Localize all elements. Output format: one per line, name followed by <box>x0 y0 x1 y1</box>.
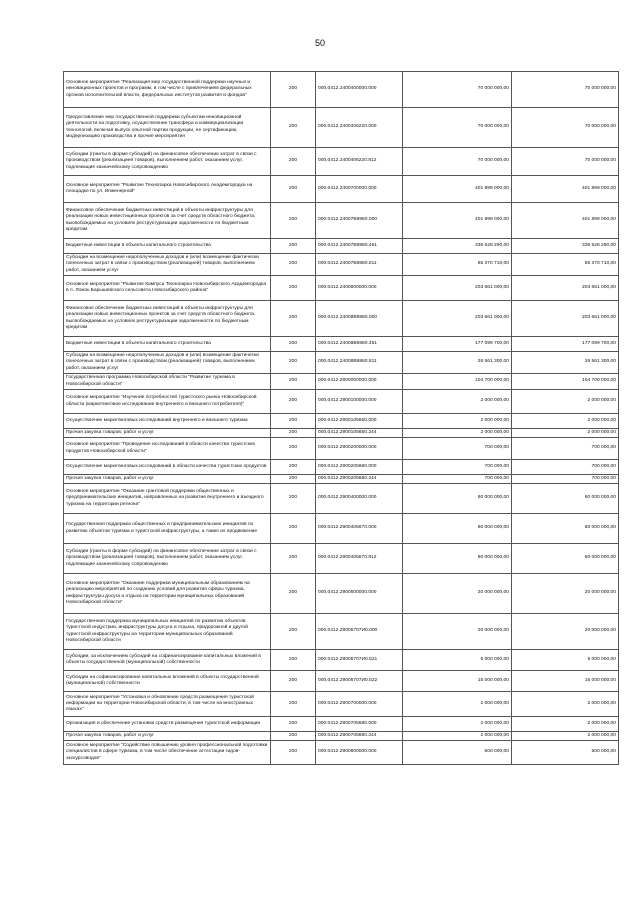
row-grbs-cell: 200 <box>271 176 316 203</box>
row-code-cell: 000.0412.2400406220.000 <box>316 108 403 148</box>
row-amount-total-cell: 2 000 000,00 <box>512 692 619 717</box>
row-name-cell: Государственная программа Новосибирской области "Развитие туризма в Новосибирской области" <box>64 374 271 390</box>
row-name-cell: Государственная поддержка муниципальных инициатив по развитию объектов туристской индустрии, инфраструктуры досуга и отдыха, придорожной и другой туристской инфраструктуры на территории муниципальных образований Новосибирской области <box>64 614 271 650</box>
row-amount-total-cell: 177 099 700,00 <box>512 337 619 352</box>
row-name-cell: Основное мероприятие "Изучение потребностей туристского рынка Новосибирской области (маркетинговое исследование внутреннего и внешнего потребителя)" <box>64 390 271 414</box>
row-amount-total-cell: 70 000 000,00 <box>512 72 619 108</box>
table-row <box>64 239 619 254</box>
row-amount-cell: 500 000,00 <box>403 741 512 765</box>
row-code-cell: 000.0412.24007В9860.451 <box>316 239 403 254</box>
table-row <box>64 352 619 374</box>
row-grbs-cell: 200 <box>271 429 316 438</box>
row-name-cell: Субсидии, за исключением субсидий на софинансирование капитальных вложений в объекты государственной (муниципальной) собственности <box>64 650 271 671</box>
row-amount-cell: 20 000 000,00 <box>403 614 512 650</box>
row-name-cell: Бюджетные инвестиции в объекты капитального строительства <box>64 239 271 254</box>
row-grbs-cell: 200 <box>271 544 316 574</box>
row-name-cell: Финансовое обеспечение бюджетных инвестиций в объекты инфраструктуры для реализации новых инвестиционных проектов за счет средств областного бюджета, высвобождаемых на условиях реструктуризации задолженности по бюджетным кредитам <box>64 203 271 239</box>
table-row <box>64 574 619 614</box>
page-number: 50 <box>314 38 325 48</box>
row-name-cell: Прочая закупка товаров, работ и услуг <box>64 429 271 438</box>
row-amount-total-cell: 2 000 000,00 <box>512 732 619 741</box>
row-name-cell: Бюджетные инвестиции в объекты капитального строительства <box>64 337 271 352</box>
row-name-cell: Субсидии (гранты в форме субсидий) на финансовое обеспечение затрат в связи с производством (реализацией товаров), выполнением работ, оказанием услуг, подлежащие казначейскому сопровождению <box>64 148 271 176</box>
row-code-cell: 000.0412.2900405670.000 <box>316 514 403 544</box>
budget-table <box>63 71 619 765</box>
row-amount-cell: 700 000,00 <box>403 438 512 460</box>
table-row <box>64 390 619 414</box>
row-grbs-cell: 200 <box>271 574 316 614</box>
row-code-cell: 000.0412.24008В9860.000 <box>316 301 403 337</box>
row-code-cell: 000.0412.2900800000.000 <box>316 741 403 765</box>
row-name-cell: Основное мероприятие "Развитие Кампуса Технопарка Новосибирского Академгородка в п. Ложок Барышевского сельсовета Новосибирского района" <box>64 276 271 301</box>
row-code-cell: 000.0412.2400400000.000 <box>316 72 403 108</box>
table-row <box>64 337 619 352</box>
row-amount-cell: 2 000 000,00 <box>403 732 512 741</box>
row-code-cell: 000.0412.24007В9860.000 <box>316 203 403 239</box>
row-amount-cell: 177 099 700,00 <box>403 337 512 352</box>
row-code-cell: 000.0412.2900705680.000 <box>316 717 403 732</box>
row-amount-cell: 26 561 300,00 <box>403 352 512 374</box>
row-name-cell: Субсидии (гранты в форме субсидий) на финансовое обеспечение затрат в связи с производством (реализацией товаров), выполнением работ, оказанием услуг, подлежащие казначейскому сопровождению <box>64 544 271 574</box>
row-amount-cell: 336 528 290,00 <box>403 239 512 254</box>
row-amount-total-cell: 26 561 300,00 <box>512 352 619 374</box>
row-amount-total-cell: 2 000 000,00 <box>512 390 619 414</box>
table-row <box>64 717 619 732</box>
table-row <box>64 254 619 276</box>
row-name-cell: Осуществление маркетинговых исследований в области качества туристских продуктов <box>64 460 271 475</box>
row-code-cell: 000.0412.29005707И0.521 <box>316 650 403 671</box>
row-amount-cell: 5 000 000,00 <box>403 650 512 671</box>
row-name-cell: Субсидии на софинансирование капитальных вложений в объекты государственной (муниципальной) собственности <box>64 671 271 692</box>
row-amount-cell: 2 000 000,00 <box>403 429 512 438</box>
row-grbs-cell: 200 <box>271 741 316 765</box>
row-amount-total-cell: 5 000 000,00 <box>512 650 619 671</box>
row-name-cell: Основное мероприятие "Установка и обновление средств размещения туристской информации на территории Новосибирской области, в том числе на иностранных языках" <box>64 692 271 717</box>
row-amount-total-cell: 2 000 000,00 <box>512 717 619 732</box>
row-code-cell: 000.0412.2400700000.000 <box>316 176 403 203</box>
row-name-cell: Государственная поддержка общественных и предпринимательских инициатив по развитию объектов туризма и туристской инфраструктуры, а также их продвижение <box>64 514 271 544</box>
row-amount-total-cell: 70 000 000,00 <box>512 148 619 176</box>
table-row <box>64 732 619 741</box>
row-amount-total-cell: 700 000,00 <box>512 475 619 484</box>
budget-table-body <box>64 72 619 765</box>
row-grbs-cell: 200 <box>271 390 316 414</box>
row-amount-total-cell: 60 000 000,00 <box>512 514 619 544</box>
row-name-cell: Основное мероприятие "Развитие Технопарка Новосибирского Академгородка на площадке по ул. Инженерной" <box>64 176 271 203</box>
row-name-cell: Основное мероприятие "Проведение исследований в области качества туристских продуктов Новосибирской области" <box>64 438 271 460</box>
row-name-cell: Субсидии на возмещение недополученных доходов и (или) возмещение фактически понесенных затрат в связи с производством (реализацией) товаров, выполнением работ, оказанием услуг <box>64 352 271 374</box>
row-code-cell: 000.0412.2900405670.812 <box>316 544 403 574</box>
row-grbs-cell: 200 <box>271 614 316 650</box>
row-grbs-cell: 200 <box>271 514 316 544</box>
row-grbs-cell: 200 <box>271 650 316 671</box>
table-row <box>64 276 619 301</box>
row-amount-total-cell: 15 000 000,00 <box>512 671 619 692</box>
row-grbs-cell: 200 <box>271 475 316 484</box>
row-grbs-cell: 200 <box>271 148 316 176</box>
table-row <box>64 741 619 765</box>
row-amount-total-cell: 65 370 710,00 <box>512 254 619 276</box>
row-grbs-cell: 200 <box>271 301 316 337</box>
row-name-cell: Финансовое обеспечение бюджетных инвестиций в объекты инфраструктуры для реализации новых инвестиционных проектов за счет средств областного бюджета, высвобождаемых на условиях реструктуризации задолженности по бюджетным кредитам <box>64 301 271 337</box>
row-grbs-cell: 200 <box>271 438 316 460</box>
row-code-cell: 000.0412.2900205660.000 <box>316 460 403 475</box>
row-amount-cell: 401 899 000,00 <box>403 176 512 203</box>
row-amount-cell: 104 700 000,00 <box>403 374 512 390</box>
row-amount-total-cell: 2 000 000,00 <box>512 429 619 438</box>
row-code-cell: 000.0412.2900205660.244 <box>316 475 403 484</box>
table-row <box>64 475 619 484</box>
table-row <box>64 108 619 148</box>
row-code-cell: 000.0412.2400406220.812 <box>316 148 403 176</box>
row-code-cell: 000.0412.29005707И0.522 <box>316 671 403 692</box>
row-name-cell: Предоставление мер государственной поддержки субъектам инновационной деятельности на подготовку, осуществление трансфера и коммерциализации технологий, включая выпуск опытной партии продукции, ее сертификацию, модернизацию производства и прочие мероприятия <box>64 108 271 148</box>
row-amount-total-cell: 20 000 000,00 <box>512 614 619 650</box>
row-amount-cell: 2 000 000,00 <box>403 390 512 414</box>
row-grbs-cell: 200 <box>271 671 316 692</box>
table-row <box>64 484 619 514</box>
row-amount-total-cell: 336 528 290,00 <box>512 239 619 254</box>
row-grbs-cell: 200 <box>271 276 316 301</box>
row-name-cell: Основное мероприятие "Реализация мер государственной поддержки научных и инновационных проектов и программ, в том числе с привлечением федеральных органов исполнительной власти, федеральных институтов развития и фондов" <box>64 72 271 108</box>
row-code-cell: 000.0412.24008В9860.451 <box>316 337 403 352</box>
table-row <box>64 374 619 390</box>
row-grbs-cell: 200 <box>271 239 316 254</box>
row-amount-total-cell: 700 000,00 <box>512 438 619 460</box>
table-row <box>64 414 619 429</box>
table-row <box>64 544 619 574</box>
row-amount-cell: 70 000 000,00 <box>403 108 512 148</box>
row-grbs-cell: 200 <box>271 732 316 741</box>
row-amount-cell: 15 000 000,00 <box>403 671 512 692</box>
row-code-cell: 000.0412.2400800000.000 <box>316 276 403 301</box>
row-amount-cell: 203 661 000,00 <box>403 276 512 301</box>
table-row <box>64 514 619 544</box>
row-name-cell: Субсидии на возмещение недополученных доходов и (или) возмещение фактически понесенных затрат в связи с производством (реализацией) товаров, выполнением работ, оказанием услуг <box>64 254 271 276</box>
row-grbs-cell: 200 <box>271 414 316 429</box>
row-amount-cell: 700 000,00 <box>403 460 512 475</box>
row-grbs-cell: 200 <box>271 717 316 732</box>
row-amount-total-cell: 401 899 000,00 <box>512 203 619 239</box>
row-name-cell: Основное мероприятие "Оказание грантовой поддержки общественных и предпринимательских инициатив, направленных на развитие внутреннего и въездного туризма на территории региона" <box>64 484 271 514</box>
row-grbs-cell: 200 <box>271 374 316 390</box>
row-code-cell: 000.0412.2900000000.000 <box>316 374 403 390</box>
table-row <box>64 429 619 438</box>
row-amount-cell: 60 000 000,00 <box>403 514 512 544</box>
table-row <box>64 438 619 460</box>
row-grbs-cell: 200 <box>271 203 316 239</box>
row-amount-cell: 70 000 000,00 <box>403 72 512 108</box>
row-name-cell: Основное мероприятие "Оказание поддержки муниципальным образованиям на реализацию мероприятий по созданию условий для развития сферы туризма, инфраструктуры досуга и отдыха на территории муниципальных образований Новосибирской области" <box>64 574 271 614</box>
table-row <box>64 692 619 717</box>
row-grbs-cell: 200 <box>271 108 316 148</box>
row-code-cell: 000.0412.24007В9860.811 <box>316 254 403 276</box>
row-grbs-cell: 200 <box>271 460 316 475</box>
row-amount-total-cell: 203 661 000,00 <box>512 301 619 337</box>
row-amount-cell: 60 000 000,00 <box>403 544 512 574</box>
row-name-cell: Организация и обеспечение установки средств размещения туристской информации <box>64 717 271 732</box>
row-amount-cell: 401 899 000,00 <box>403 203 512 239</box>
row-amount-cell: 2 000 000,00 <box>403 692 512 717</box>
row-amount-cell: 2 000 000,00 <box>403 717 512 732</box>
row-amount-total-cell: 70 000 000,00 <box>512 108 619 148</box>
row-grbs-cell: 200 <box>271 352 316 374</box>
row-amount-cell: 20 000 000,00 <box>403 574 512 614</box>
row-code-cell: 000.0412.24008В9860.811 <box>316 352 403 374</box>
row-code-cell: 000.0412.2900200000.000 <box>316 438 403 460</box>
table-row <box>64 203 619 239</box>
row-name-cell: Осуществление маркетинговых исследований внутреннего и внешнего туризма <box>64 414 271 429</box>
row-name-cell: Прочая закупка товаров, работ и услуг <box>64 732 271 741</box>
table-row <box>64 614 619 650</box>
row-code-cell: 000.0412.29005707И0.000 <box>316 614 403 650</box>
row-amount-total-cell: 203 661 000,00 <box>512 276 619 301</box>
row-amount-total-cell: 60 000 000,00 <box>512 484 619 514</box>
table-row <box>64 650 619 671</box>
row-grbs-cell: 200 <box>271 72 316 108</box>
row-amount-total-cell: 20 000 000,00 <box>512 574 619 614</box>
row-name-cell: Прочая закупка товаров, работ и услуг <box>64 475 271 484</box>
row-amount-cell: 60 000 000,00 <box>403 484 512 514</box>
row-code-cell: 000.0412.2900700000.000 <box>316 692 403 717</box>
row-amount-total-cell: 104 700 000,00 <box>512 374 619 390</box>
row-amount-cell: 203 661 000,00 <box>403 301 512 337</box>
row-code-cell: 000.0412.2900105650.000 <box>316 414 403 429</box>
row-code-cell: 000.0412.2900100000.000 <box>316 390 403 414</box>
table-row <box>64 176 619 203</box>
row-amount-total-cell: 500 000,00 <box>512 741 619 765</box>
row-amount-cell: 65 370 710,00 <box>403 254 512 276</box>
row-code-cell: 000.0412.2900400000.000 <box>316 484 403 514</box>
row-amount-total-cell: 2 000 000,00 <box>512 414 619 429</box>
table-row <box>64 671 619 692</box>
row-amount-cell: 700 000,00 <box>403 475 512 484</box>
row-grbs-cell: 200 <box>271 484 316 514</box>
row-amount-total-cell: 60 000 000,00 <box>512 544 619 574</box>
table-row <box>64 301 619 337</box>
table-row <box>64 72 619 108</box>
table-row <box>64 460 619 475</box>
row-amount-total-cell: 700 000,00 <box>512 460 619 475</box>
row-code-cell: 000.0412.2900705680.244 <box>316 732 403 741</box>
row-amount-total-cell: 401 899 000,00 <box>512 176 619 203</box>
row-code-cell: 000.0412.2900500000.000 <box>316 574 403 614</box>
table-row <box>64 148 619 176</box>
row-code-cell: 000.0412.2900105650.244 <box>316 429 403 438</box>
row-grbs-cell: 200 <box>271 254 316 276</box>
row-name-cell: Основное мероприятие "Содействие повышению уровня профессиональной подготовки специалистов в сфере туризма, в том числе обеспечение аттестации гидов-экскурсоводов" <box>64 741 271 765</box>
row-grbs-cell: 200 <box>271 337 316 352</box>
row-grbs-cell: 200 <box>271 692 316 717</box>
row-amount-cell: 2 000 000,00 <box>403 414 512 429</box>
row-amount-cell: 70 000 000,00 <box>403 148 512 176</box>
